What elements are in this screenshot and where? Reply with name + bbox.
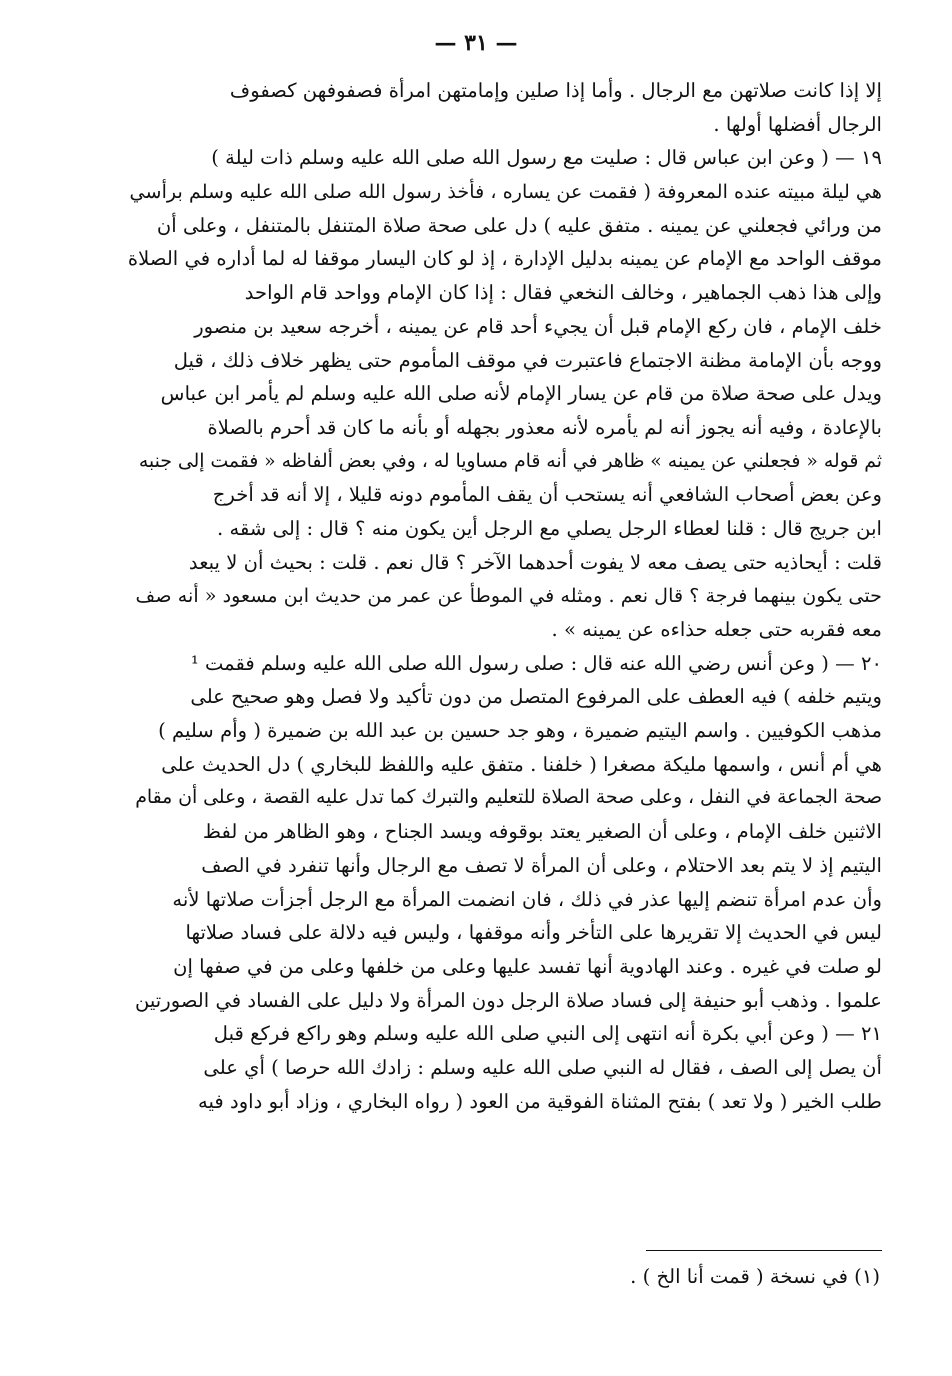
- text-line: وأن عدم امرأة تنضم إليها عذر في ذلك ، فان انضمت المرأة مع الرجل أجزأت صلاتها لأنه: [172, 887, 882, 911]
- text-line: علموا . وذهب أبو حنيفة إلى فساد صلاة الرجل دون المرأة ولا دليل على الفساد في الصورتين: [134, 988, 882, 1012]
- text-line: معه فقربه حتى جعله حذاءه عن يمينه » .: [551, 618, 882, 641]
- text-line: بالإعادة ، وفيه أنه يجوز أنه لم يأمره لأنه معذور بجهله أو بأنه ما كان قد أحرم بالصلاة: [207, 415, 882, 439]
- text-line: إلا إذا كانت صلاتهن مع الرجال . وأما إذا صلين وإمامتهن امرأة فصفوفهن كصفوف: [229, 79, 882, 102]
- text-line: وعن بعض أصحاب الشافعي أنه يستحب أن يقف المأموم دونه قليلا ، إلا أنه قد أخرج: [212, 483, 882, 507]
- text-line: ويتيم خلفه ) فيه العطف على المرفوع المتصل من دون تأكيد ولا فصل وهو صحيح على: [190, 685, 882, 709]
- text-line: ابن جريج قال : قلنا لعطاء الرجل يصلي مع الرجل أين يكون منه ؟ قال : إلى شقه .: [217, 516, 882, 540]
- text-line: لو صلت في غيره . وعند الهادوية أنها تفسد عليها وعلى من خلفها وعلى من في صفها إن: [173, 954, 882, 978]
- text-line: ٢١ — ( وعن أبي بكرة أنه انتهى إلى النبي صلى الله عليه وسلم وهو راكع فركع قبل: [213, 1022, 882, 1046]
- text-line: ليس في الحديث إلا تقريرها على التأخر وأنه موقفها ، وليس فيه دلالة على فساد صلاتها: [185, 921, 882, 945]
- text-line: موقف الواحد مع الإمام عن يمينه بدليل الإدارة ، إذ لو كان اليسار موقفا له لما أداره في الصلاة: [127, 247, 882, 271]
- text-line: هي ليلة مبيته عنده المعروفة ( فقمت عن يساره ، فأخذ رسول الله صلى الله عليه وسلم برأسي: [129, 180, 882, 204]
- text-line: وإلى هذا ذهب الجماهير ، وخالف النخعي فقال : إذا كان الإمام وواحد قام الواحد: [244, 281, 882, 305]
- text-line: ٢٠ — ( وعن أنس رضي الله عنه قال : صلى رسول الله صلى الله عليه وسلم فقمت ¹: [190, 651, 882, 675]
- text-line: حتى يكون بينهما فرجة ؟ قال نعم . ومثله في الموطأ عن عمر من حديث ابن مسعود « أنه صف: [135, 584, 882, 608]
- text-line: صحة الجماعة في النفل ، وعلى صحة الصلاة للتعليم والتبرك كما تدل عليه القصة ، وعلى أن مقام: [135, 787, 882, 809]
- text-line: قلت : أيحاذيه حتى يصف معه لا يفوت أحدهما الآخر ؟ قال نعم . قلت : بحيث أن لا يبعد: [188, 550, 882, 574]
- body-text: [124, 74, 882, 1118]
- text-line: الاثنين خلف الإمام ، وعلى أن الصغير يعتد بوقوفه ويسد الجناح ، وهو الظاهر من لفظ: [202, 820, 882, 844]
- text-line: ووجه بأن الإمامة مظنة الاجتماع فاعتبرت في موقف المأموم حتى يظهر خلاف ذلك ، قيل: [173, 348, 882, 372]
- text-line: اليتيم إذ لا يتم بعد الاحتلام ، وعلى أن المرأة لا تصف مع الرجال وأنها تنفرد في الصف: [201, 853, 882, 877]
- footnote: (١) في نسخة ( قمت أنا الخ ) .: [630, 1265, 880, 1288]
- text-line: خلف الإمام ، فان ركع الإمام قبل أن يجيء أحد قام عن يمينه ، أخرجه سعيد بن منصور: [194, 314, 882, 338]
- text-line: من ورائي فجعلني عن يمينه . متفق عليه ) دل على صحة صلاة المتنفل بالمتنفل ، وعلى أن: [156, 213, 882, 237]
- text-line: ويدل على صحة صلاة من قام عن يسار الإمام لأنه صلى الله عليه وسلم لم يأمر ابن عباس: [160, 382, 882, 406]
- text-line: ١٩ — ( وعن ابن عباس قال : صليت مع رسول الله صلى الله عليه وسلم ذات ليلة ): [211, 146, 882, 170]
- text-line: هي أم أنس ، واسمها مليكة مصغرا ( خلفنا . متفق عليه واللفظ للبخاري ) دل الحديث على: [161, 752, 882, 776]
- text-line: الرجال أفضلها أولها .: [713, 112, 882, 136]
- text-line: طلب الخير ( ولا تعد ) بفتح المثناة الفوقية من العود ( رواه البخاري ، وزاد أبو داود فيه: [197, 1089, 882, 1113]
- text-line: أن يصل إلى الصف ، فقال له النبي صلى الله عليه وسلم : زادك الله حرصا ) أي على: [203, 1055, 882, 1079]
- page-number: — ٣١ —: [434, 30, 518, 56]
- text-line: مذهب الكوفيين . واسم اليتيم ضميرة ، وهو جد حسين بن عبد الله بن ضميرة ( وأم سليم ): [158, 719, 882, 743]
- text-line: ثم قوله « فجعلني عن يمينه » ظاهر في أنه قام مساويا له ، وفي بعض ألفاظه « فقمت إلى جنبه: [138, 450, 882, 472]
- footnote-divider: [646, 1250, 882, 1251]
